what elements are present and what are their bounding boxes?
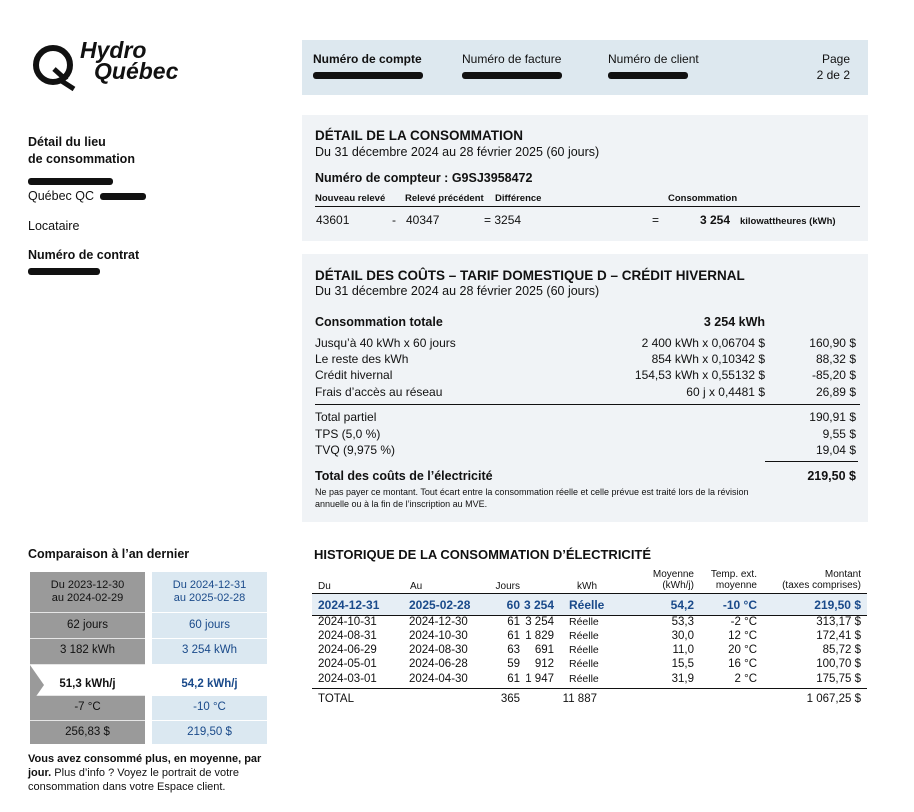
costs-title: DÉTAIL DES COÛTS – TARIF DOMESTIQUE D – CRÉDIT HIVERNAL (315, 268, 745, 283)
invoice-number-block (462, 52, 562, 80)
history-total-jours: 365 (500, 693, 520, 705)
cost-row-amount: 160,90 $ (809, 336, 856, 350)
total-consumption-value: 3 254 kWh (703, 315, 765, 329)
contract-number-label: Numéro de contrat (28, 248, 140, 262)
history-temp: 12 °C (728, 630, 757, 642)
history-jours: 60 (506, 598, 520, 612)
history-jours: 63 (507, 644, 520, 656)
curr-period-line2: au 2025-02-28 (173, 592, 246, 604)
new-reading-value: 43601 (316, 213, 350, 227)
consumption-period: Du 31 décembre 2024 au 28 février 2025 (60 jours) (315, 145, 600, 159)
location-detail (28, 134, 278, 276)
cost-row (315, 336, 860, 352)
contract-number-redacted (28, 268, 100, 275)
col-new-reading: Nouveau relevé (315, 193, 386, 204)
history-total-amount: 1 067,25 $ (806, 693, 861, 705)
cost-row-label: Jusqu’à 40 kWh x 60 jours (315, 336, 456, 350)
history-temp: 16 °C (728, 658, 757, 670)
page-label: Page (821, 52, 850, 66)
prev-divider (30, 720, 145, 721)
history-du: 2024-12-31 (318, 598, 380, 612)
account-number-redacted (313, 72, 423, 79)
history-temp: -10 °C (722, 598, 757, 612)
history-kwh: 3 254 (523, 598, 554, 612)
prev-reading-value: 40347 (406, 213, 440, 227)
meter-number: Numéro de compteur : G9SJ3958472 (315, 171, 533, 185)
prev-divider (30, 638, 145, 639)
history-du: 2024-06-29 (318, 644, 377, 656)
prev-period (30, 579, 145, 605)
cost-row-calc: 154,53 kWh x 0,55132 $ (634, 368, 765, 382)
account-number-block (313, 52, 423, 80)
curr-amount: 219,50 $ (187, 726, 232, 738)
comparison-note (28, 752, 276, 794)
history-col-kwh: kWh (577, 581, 597, 592)
tvq-row (315, 443, 860, 459)
curr-period-line1: Du 2024-12-31 (172, 579, 247, 591)
history-col-jours: Jours (495, 581, 520, 592)
minus-sign: - (392, 213, 396, 227)
history-jours: 61 (507, 616, 520, 628)
history-type: Réelle (569, 644, 599, 656)
tvq-amount: 19,04 $ (815, 443, 856, 457)
history-col-du: Du (318, 581, 331, 592)
city-line (28, 189, 278, 203)
history-au: 2024-06-28 (409, 658, 468, 670)
history-amount: 172,41 $ (816, 630, 861, 642)
cost-row-calc: 2 400 kWh x 0,06704 $ (641, 336, 765, 350)
history-col-moyenne (653, 569, 694, 591)
comparison-prev-column (30, 572, 145, 744)
history-row (312, 630, 867, 645)
cost-row (315, 385, 860, 401)
history-du: 2024-10-31 (318, 616, 377, 628)
history-au: 2024-10-30 (409, 630, 468, 642)
total-rule (765, 461, 858, 462)
history-kwh: 1 829 (525, 630, 554, 642)
history-type: Réelle (569, 658, 599, 670)
comparison-arrow-icon (30, 665, 50, 705)
curr-divider (152, 720, 267, 721)
history-moy: 54,2 (670, 598, 694, 612)
curr-avg: 54,2 kWh/j (181, 678, 238, 690)
curr-kwh: 3 254 kWh (182, 644, 237, 656)
costs-period: Du 31 décembre 2024 au 28 février 2025 (60 jours) (315, 284, 600, 298)
history-moy: 31,9 (671, 673, 694, 685)
history-temp: 20 °C (728, 644, 757, 656)
curr-divider (152, 638, 267, 639)
history-jours: 61 (507, 673, 520, 685)
prev-amount: 256,83 $ (65, 726, 110, 738)
curr-divider (152, 612, 267, 613)
history-moy: 30,0 (671, 630, 694, 642)
history-row (312, 616, 867, 631)
history-col-temp-line2: moyenne (715, 580, 757, 591)
consumption-unit: kilowattheures (kWh) (740, 216, 836, 227)
cost-row-amount: 26,89 $ (815, 385, 856, 399)
prev-avg: 51,3 kWh/j (59, 678, 116, 690)
cost-row-label: Frais d’accès au réseau (315, 385, 443, 399)
tvq-label: TVQ (9,975 %) (315, 443, 396, 457)
tps-row (315, 427, 860, 443)
history-kwh: 3 254 (525, 616, 554, 628)
total-consumption-label: Consommation totale (315, 315, 443, 329)
prev-divider (30, 612, 145, 613)
location-title-line1: Détail du lieu (28, 135, 106, 149)
address-redacted (28, 178, 113, 185)
history-amount: 100,70 $ (816, 658, 861, 670)
equals-sign: = (652, 213, 660, 227)
page-value: 2 de 2 (816, 68, 850, 82)
subtotal-label: Total partiel (315, 410, 377, 424)
logo-line1: Hydro (80, 37, 147, 63)
history-col-temp-line1: Temp. ext. (710, 569, 757, 580)
prev-days: 62 jours (67, 619, 108, 631)
tps-amount: 9,55 $ (822, 427, 856, 441)
history-temp: 2 °C (734, 673, 757, 685)
cost-row-amount: 88,32 $ (815, 352, 856, 366)
history-amount: 313,17 $ (816, 616, 861, 628)
history-au: 2024-04-30 (409, 673, 468, 685)
history-au: 2024-12-30 (409, 616, 468, 628)
history-col-moyenne-line2: (kWh/j) (662, 580, 694, 591)
cost-row-amount: -85,20 $ (811, 368, 856, 382)
history-amount: 175,75 $ (816, 673, 861, 685)
account-number-label: Numéro de compte (313, 52, 422, 66)
tps-label: TPS (5,0 %) (315, 427, 381, 441)
history-kwh: 912 (534, 658, 554, 670)
history-total-label: TOTAL (318, 693, 354, 705)
history-col-moyenne-line1: Moyenne (652, 569, 694, 580)
prev-period-line2: au 2024-02-29 (51, 592, 124, 604)
col-prev-reading: Relevé précédent (405, 193, 484, 204)
curr-divider (152, 695, 267, 696)
total-cost-amount: 219,50 $ (807, 469, 856, 483)
costs-note: Ne pas payer ce montant. Tout écart entre la consommation réelle et celle prévue est traité lors de la révision annuelle ou à la fin de l’inscription au MVE. (315, 487, 749, 509)
history-col-au: Au (410, 581, 423, 592)
history-col-temp (711, 569, 757, 591)
cost-row-label: Crédit hivernal (315, 368, 393, 382)
total-cost-label: Total des coûts de l’électricité (315, 469, 493, 483)
meter-header-rule (315, 206, 860, 207)
client-number-label: Numéro de client (608, 52, 699, 66)
history-col-montant (782, 569, 861, 591)
total-consumption-row (315, 315, 860, 331)
cost-row-calc: 854 kWh x 0,10342 $ (651, 352, 765, 366)
subtotal-amount: 190,91 $ (809, 410, 856, 424)
history-au: 2025-02-28 (409, 598, 471, 612)
history-col-montant-line1: Montant (824, 569, 861, 580)
history-row (312, 673, 867, 688)
curr-period (152, 579, 267, 605)
history-du: 2024-03-01 (318, 673, 377, 685)
history-type: Réelle (569, 598, 605, 612)
history-amount: 85,72 $ (822, 644, 861, 656)
cost-row (315, 352, 860, 368)
history-jours: 61 (507, 630, 520, 642)
history-type: Réelle (569, 616, 599, 628)
history-moy: 53,3 (671, 616, 694, 628)
history-total-row (312, 693, 867, 708)
comparison-title: Comparaison à l’an dernier (28, 547, 190, 561)
history-temp: -2 °C (730, 616, 757, 628)
history-row (312, 644, 867, 659)
client-number-block (608, 52, 699, 80)
history-du: 2024-05-01 (318, 658, 377, 670)
costs-divider (315, 404, 860, 405)
difference-value: = 3254 (484, 213, 522, 227)
history-kwh: 1 947 (525, 673, 554, 685)
history-moy: 15,5 (671, 658, 694, 670)
comparison-note-bold: Vous avez consommé plus, en moyenne, par jour. (28, 753, 262, 779)
prev-kwh: 3 182 kWh (60, 644, 115, 656)
prev-period-line1: Du 2023-12-30 (50, 579, 125, 591)
cost-row-calc: 60 j x 0,4481 $ (686, 385, 765, 399)
prev-temp: -7 °C (74, 701, 101, 713)
logo-line2: Québec (94, 58, 179, 84)
total-cost-row (315, 469, 860, 485)
history-du: 2024-08-31 (318, 630, 377, 642)
client-number-redacted (608, 72, 688, 79)
history-amount: 219,50 $ (814, 598, 861, 612)
subtotal-row (315, 410, 860, 426)
cost-row (315, 368, 860, 384)
history-au: 2024-08-30 (409, 644, 468, 656)
postal-code-redacted (100, 193, 146, 200)
history-kwh: 691 (534, 644, 554, 656)
page-block (817, 52, 850, 82)
cost-row-label: Le reste des kWh (315, 352, 409, 366)
history-jours: 59 (507, 658, 520, 670)
history-moy: 11,0 (672, 644, 694, 656)
consumption-title: DÉTAIL DE LA CONSOMMATION (315, 128, 523, 143)
col-difference: Différence (495, 193, 542, 204)
history-total-rule (312, 688, 867, 689)
hydro-quebec-logo (30, 37, 210, 100)
history-type: Réelle (569, 630, 599, 642)
history-col-montant-line2: (taxes comprises) (782, 580, 861, 591)
occupant-type: Locataire (28, 219, 80, 233)
history-row-current (312, 598, 867, 613)
consumption-value: 3 254 (700, 213, 731, 227)
history-title: HISTORIQUE DE LA CONSOMMATION D’ÉLECTRICITÉ (314, 547, 652, 562)
history-total-kwh: 11 887 (562, 693, 597, 705)
comparison-curr-column (152, 572, 267, 744)
history-type: Réelle (569, 673, 599, 685)
curr-temp: -10 °C (193, 701, 226, 713)
invoice-number-label: Numéro de facture (462, 52, 562, 66)
curr-days: 60 jours (189, 619, 230, 631)
comparison-note-rest: Plus d’info ? Voyez le portrait de votre consommation dans votre Espace client. (28, 767, 239, 793)
account-header (302, 40, 868, 95)
invoice-number-redacted (462, 72, 562, 79)
city-text: Québec QC (28, 189, 95, 203)
location-title-line2: de consommation (28, 152, 135, 166)
history-header (312, 569, 867, 593)
col-consumption: Consommation (668, 193, 738, 204)
history-row (312, 658, 867, 673)
